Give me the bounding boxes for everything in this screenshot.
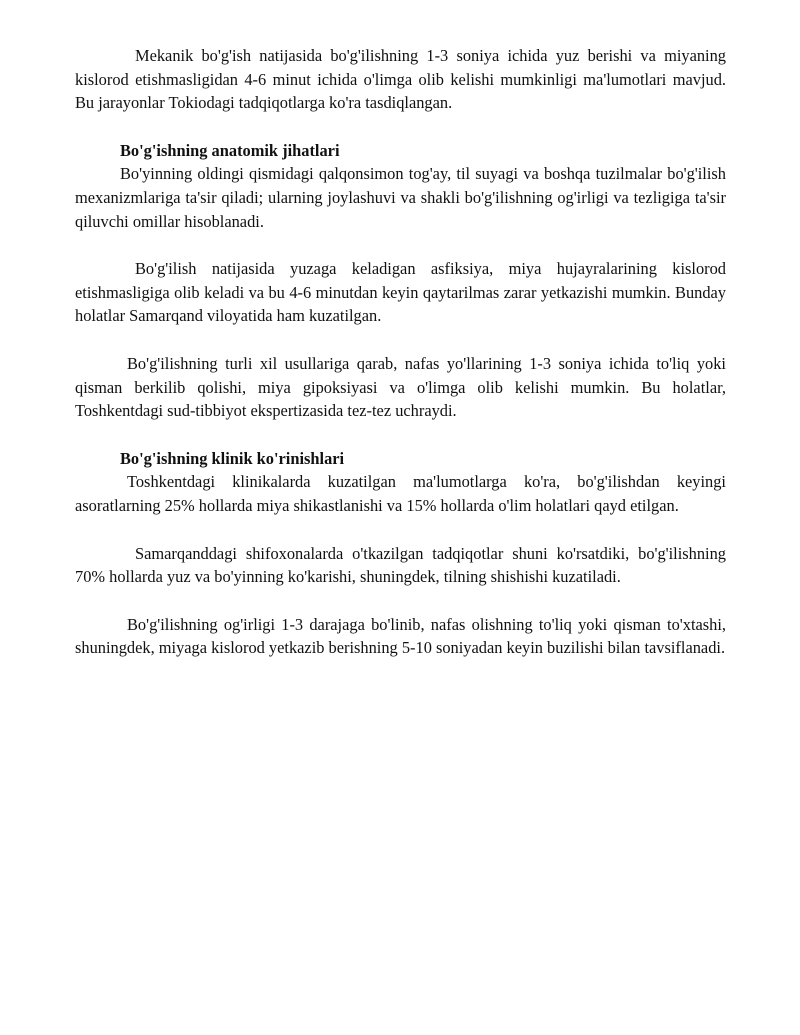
heading-anatomical-aspects: Bo'g'ishning anatomik jihatlari [120, 140, 340, 160]
paragraph-neck-anatomy: Bo'yinning oldingi qismidagi qalqonsimon tog'ay, til suyagi va boshqa tuzilmalar bo'g'ilish mexanizmlariga ta'sir qiladi; ularning joylashuvi va shakli bo'g'ilishning og'irligi va tezligiga ta'sir qiluvchi omillar hisoblanadi. [75, 164, 726, 231]
paragraph-samarkand-hospitals: Samarqanddagi shifoxonalarda o'tkazilgan tadqiqotlar shuni ko'rsatdiki, bo'g'ilishning 70% hollarda yuz va bo'yinning ko'karishi, shuningdek, tilning shishishi kuzatiladi. [75, 543, 726, 587]
paragraph-asphyxia: Bo'g'ilish natijasida yuzaga keladigan asfiksiya, miya hujayralarining kislorod etishmasligiga olib keladi va bu 4-6 minutdan keyin qaytarilmas zarar yetkazishi mumkin. Bunday holatlar Samarqand viloyatida ham kuzatilgan. [75, 259, 726, 326]
paragraph-mechanical-strangulation: Mekanik bo'g'ish natijasida bo'g'ilishning 1-3 soniya ichida yuz berishi va miyaning kislorod etishmasligidan 4-6 minut ichida o'limga olib kelishi mumkinligi ma'lumotlari mavjud. Bu jarayonlar Tokiodagi tadqiqotlarga ko'ra tasdiqlangan. [75, 46, 726, 113]
heading-clinical-signs: Bo'g'ishning klinik ko'rinishlari [120, 448, 345, 468]
paragraph-tashkent-clinics: Toshkentdagi klinikalarda kuzatilgan ma'lumotlarga ko'ra, bo'g'ilishdan keyingi asoratlarning 25% hollarda miya shikastlanishi va 15% hollarda o'lim holatlari qayd etilgan. [75, 472, 726, 515]
paragraph-severity-degrees: Bo'g'ilishning og'irligi 1-3 darajaga bo'linib, nafas olishning to'liq yoki qisman to'xtashi, shuningdek, miyaga kislorod yetkazib berishning 5-10 soniyadan keyin buzilishi bilan tavsiflanadi. [75, 614, 726, 658]
document-page [75, 44, 726, 660]
paragraph-airway-blockage: Bo'g'ilishning turli xil usullariga qarab, nafas yo'llarining 1-3 soniya ichida to'liq yoki qisman berkilib qolishi, miya gipoksiyasi va o'limga olib kelishi mumkin. Bu holatlar, Toshkentdagi sud-tibbiyot ekspertizasida tez-tez uchraydi. [75, 353, 726, 421]
